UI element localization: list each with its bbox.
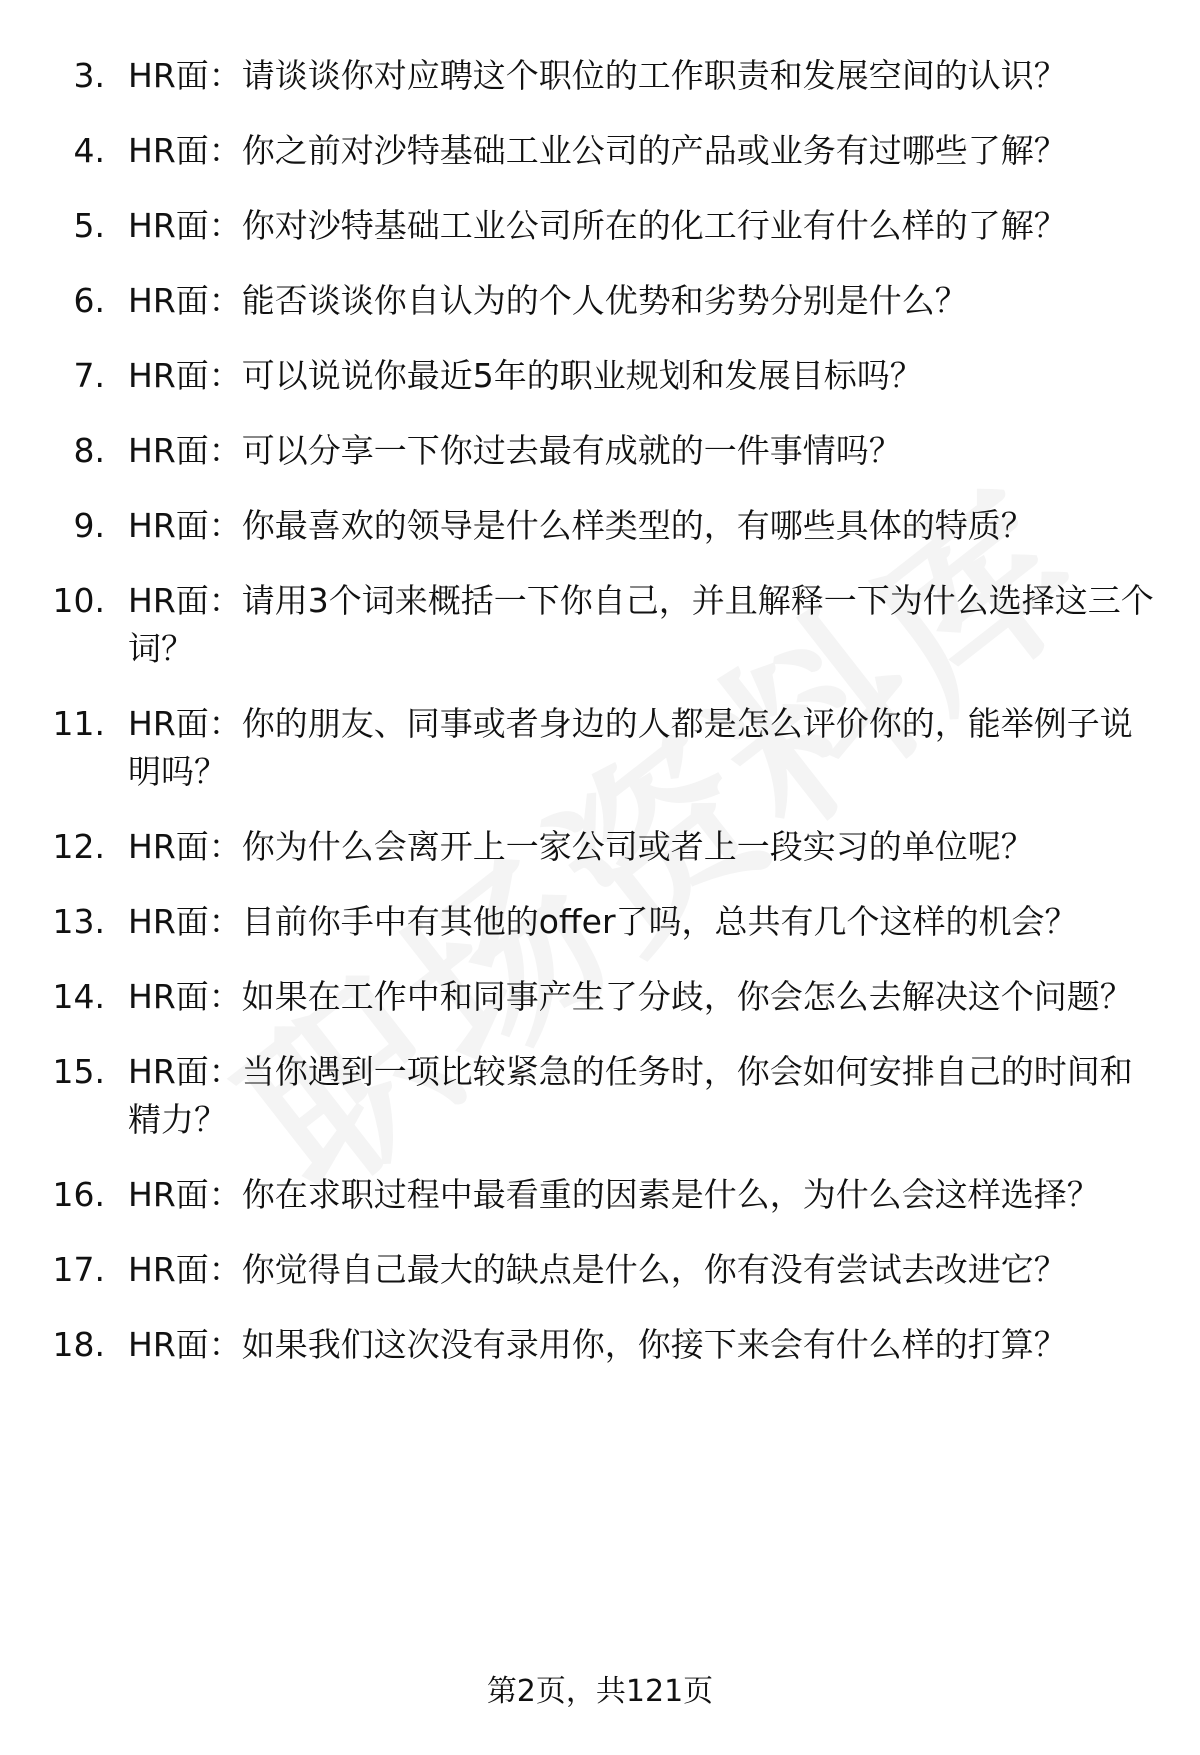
page-footer: 第2页，共121页 <box>486 1674 714 1709</box>
question-text: HR面：能否谈谈你自认为的个人优势和劣势分别是什么？ <box>128 281 968 320</box>
question-number: 6. <box>73 281 105 320</box>
question-item <box>0 502 1200 550</box>
question-text: HR面：你最喜欢的领导是什么样类型的，有哪些具体的特质？ <box>128 506 1034 545</box>
question-item <box>0 127 1200 175</box>
question-text: HR面：可以分享一下你过去最有成就的一件事情吗？ <box>128 431 902 470</box>
question-text: HR面：你为什么会离开上一家公司或者上一段实习的单位呢？ <box>128 827 1034 866</box>
question-item <box>0 427 1200 475</box>
question-text: HR面：请谈谈你对应聘这个职位的工作职责和发展空间的认识？ <box>128 56 1067 95</box>
question-text: HR面：你觉得自己最大的缺点是什么，你有没有尝试去改进它？ <box>128 1250 1067 1289</box>
question-number: 12. <box>52 827 105 866</box>
question-number: 11. <box>52 704 105 743</box>
question-number: 18. <box>52 1325 105 1364</box>
question-text: HR面：你之前对沙特基础工业公司的产品或业务有过哪些了解？ <box>128 131 1067 170</box>
question-item <box>0 898 1200 946</box>
question-item <box>0 352 1200 400</box>
question-number: 10. <box>52 581 105 620</box>
question-text: HR面：如果我们这次没有录用你，你接下来会有什么样的打算？ <box>128 1325 1067 1364</box>
question-number: 7. <box>73 356 105 395</box>
question-list <box>0 52 1200 1369</box>
question-text: HR面：当你遇到一项比较紧急的任务时，你会如何安排自己的时间和精力？ <box>128 1052 1133 1139</box>
question-item <box>0 1171 1200 1219</box>
question-text: HR面：请用3个词来概括一下你自己，并且解释一下为什么选择这三个词？ <box>128 581 1154 668</box>
question-number: 14. <box>52 977 105 1016</box>
question-text: HR面：你对沙特基础工业公司所在的化工行业有什么样的了解？ <box>128 206 1067 245</box>
question-number: 4. <box>73 131 105 170</box>
question-number: 9. <box>73 506 105 545</box>
question-item <box>0 973 1200 1021</box>
question-text: HR面：你的朋友、同事或者身边的人都是怎么评价你的，能举例子说明吗？ <box>128 704 1133 791</box>
question-text: HR面：目前你手中有其他的offer了吗，总共有几个这样的机会？ <box>128 902 1078 941</box>
question-number: 15. <box>52 1052 105 1091</box>
question-text: HR面：你在求职过程中最看重的因素是什么，为什么会这样选择？ <box>128 1175 1100 1214</box>
question-number: 16. <box>52 1175 105 1214</box>
question-item <box>0 202 1200 250</box>
question-item <box>0 700 1200 796</box>
question-number: 5. <box>73 206 105 245</box>
question-text: HR面：可以说说你最近5年的职业规划和发展目标吗？ <box>128 356 923 395</box>
question-item <box>0 1246 1200 1294</box>
question-number: 8. <box>73 431 105 470</box>
question-number: 3. <box>73 56 105 95</box>
question-item <box>0 823 1200 871</box>
question-item <box>0 577 1200 673</box>
question-item <box>0 277 1200 325</box>
question-item <box>0 1048 1200 1144</box>
question-number: 13. <box>52 902 105 941</box>
question-number: 17. <box>52 1250 105 1289</box>
question-item <box>0 1321 1200 1369</box>
question-text: HR面：如果在工作中和同事产生了分歧，你会怎么去解决这个问题？ <box>128 977 1133 1016</box>
question-item <box>0 52 1200 100</box>
